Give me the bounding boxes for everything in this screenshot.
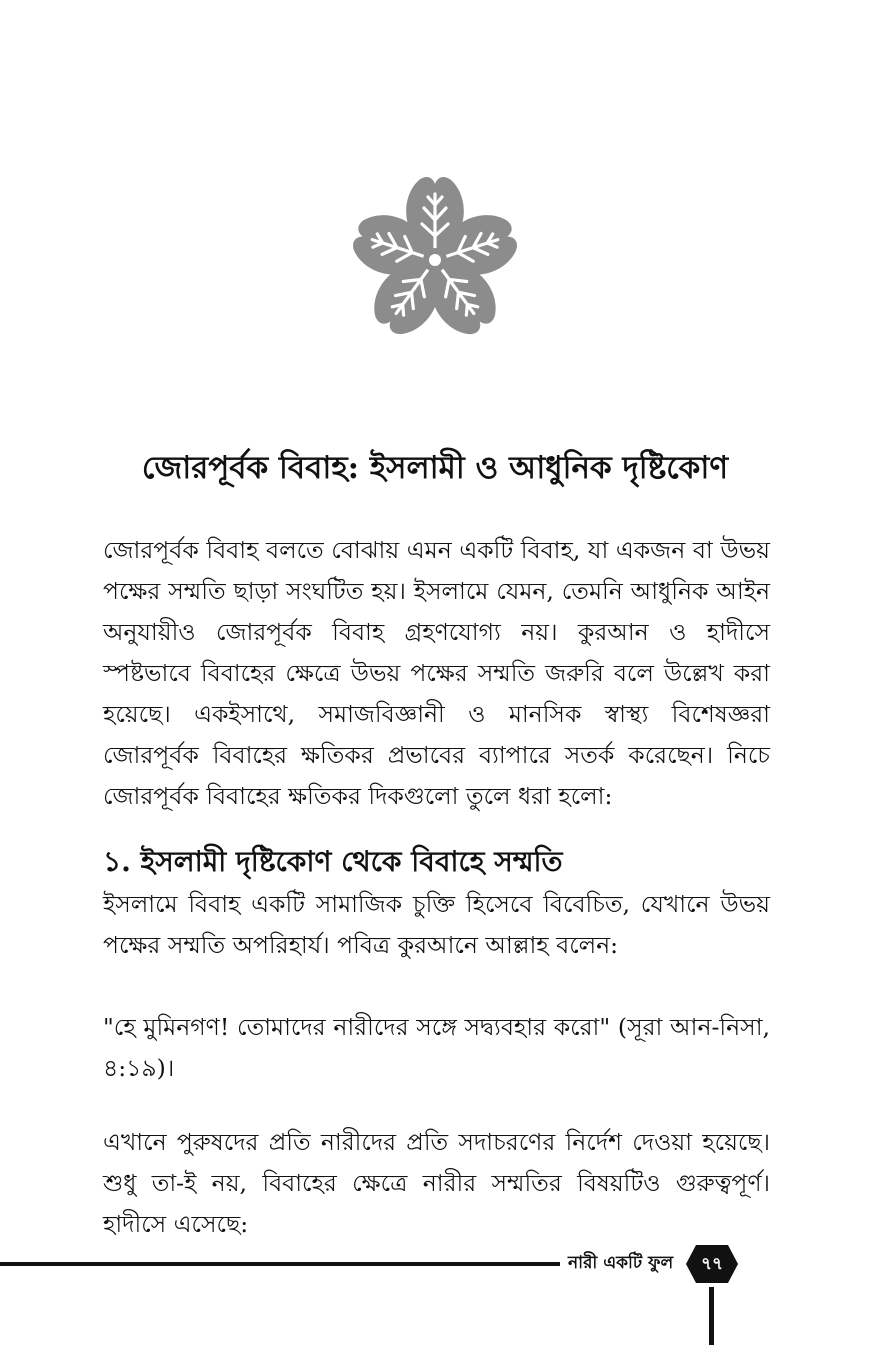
flower-ornament-icon (350, 175, 520, 345)
footer-book-title: নারী একটি ফুল (568, 1253, 674, 1273)
page-number: ৭৭ (700, 1254, 724, 1274)
intro-paragraph: জোরপূর্বক বিবাহ বলতে বোঝায় এমন একটি বিবাহ, যা একজন বা উভয় পক্ষের সম্মতি ছাড়া সংঘটিত হয়। ইসলামে যেমন, তেমনি আধুনিক আইন অনুযায়ীও জোরপূর্বক বিবাহ গ্রহণযোগ্য নয়। কুরআন ও হাদীসে স্পষ্টভাবে বিবাহের ক্ষেত্রে উভয় পক্ষের সম্মতি জরুরি বলে উল্লেখ করা হয়েছে। একইসাথে, সমাজবিজ্ঞানী ও মানসিক স্বাস্থ্য বিশেষজ্ঞরা জোরপূর্বক বিবাহের ক্ষতিকর প্রভাবের ব্যাপারে সতর্ক করেছেন। নিচে জোরপূর্বক বিবাহের ক্ষতিকর দিকগুলো তুলে ধরা হলো: (103, 536, 770, 810)
chapter-title: জোরপূর্বক বিবাহ: ইসলামী ও আধুনিক দৃষ্টিকোণ (141, 450, 729, 486)
quran-quote: "হে মুমিনগণ! তোমাদের নারীদের সঙ্গে সদ্ব্যবহার করো" (সূরা আন-নিসা, ৪:১৯)। (103, 1013, 770, 1082)
footer-stem (709, 1287, 714, 1345)
explanation-paragraph: এখানে পুরুষদের প্রতি নারীদের প্রতি সদাচরণের নির্দেশ দেওয়া হয়েছে। শুধু তা-ই নয়, বিবাহের ক্ষেত্রে নারীর সম্মতির বিষয়টিও গুরুত্বপূর্ণ। হাদীসে এসেছে: (103, 1128, 770, 1238)
section-paragraph: ইসলামে বিবাহ একটি সামাজিক চুক্তি হিসেবে বিবেচিত, যেখানে উভয় পক্ষের সম্মতি অপরিহার্য। পবিত্র কুরআনে আল্লাহ বলেন: (103, 890, 770, 959)
section-heading: ১. ইসলামী দৃষ্টিকোণ থেকে বিবাহে সম্মতি (103, 845, 563, 878)
footer-rule (0, 1262, 560, 1266)
